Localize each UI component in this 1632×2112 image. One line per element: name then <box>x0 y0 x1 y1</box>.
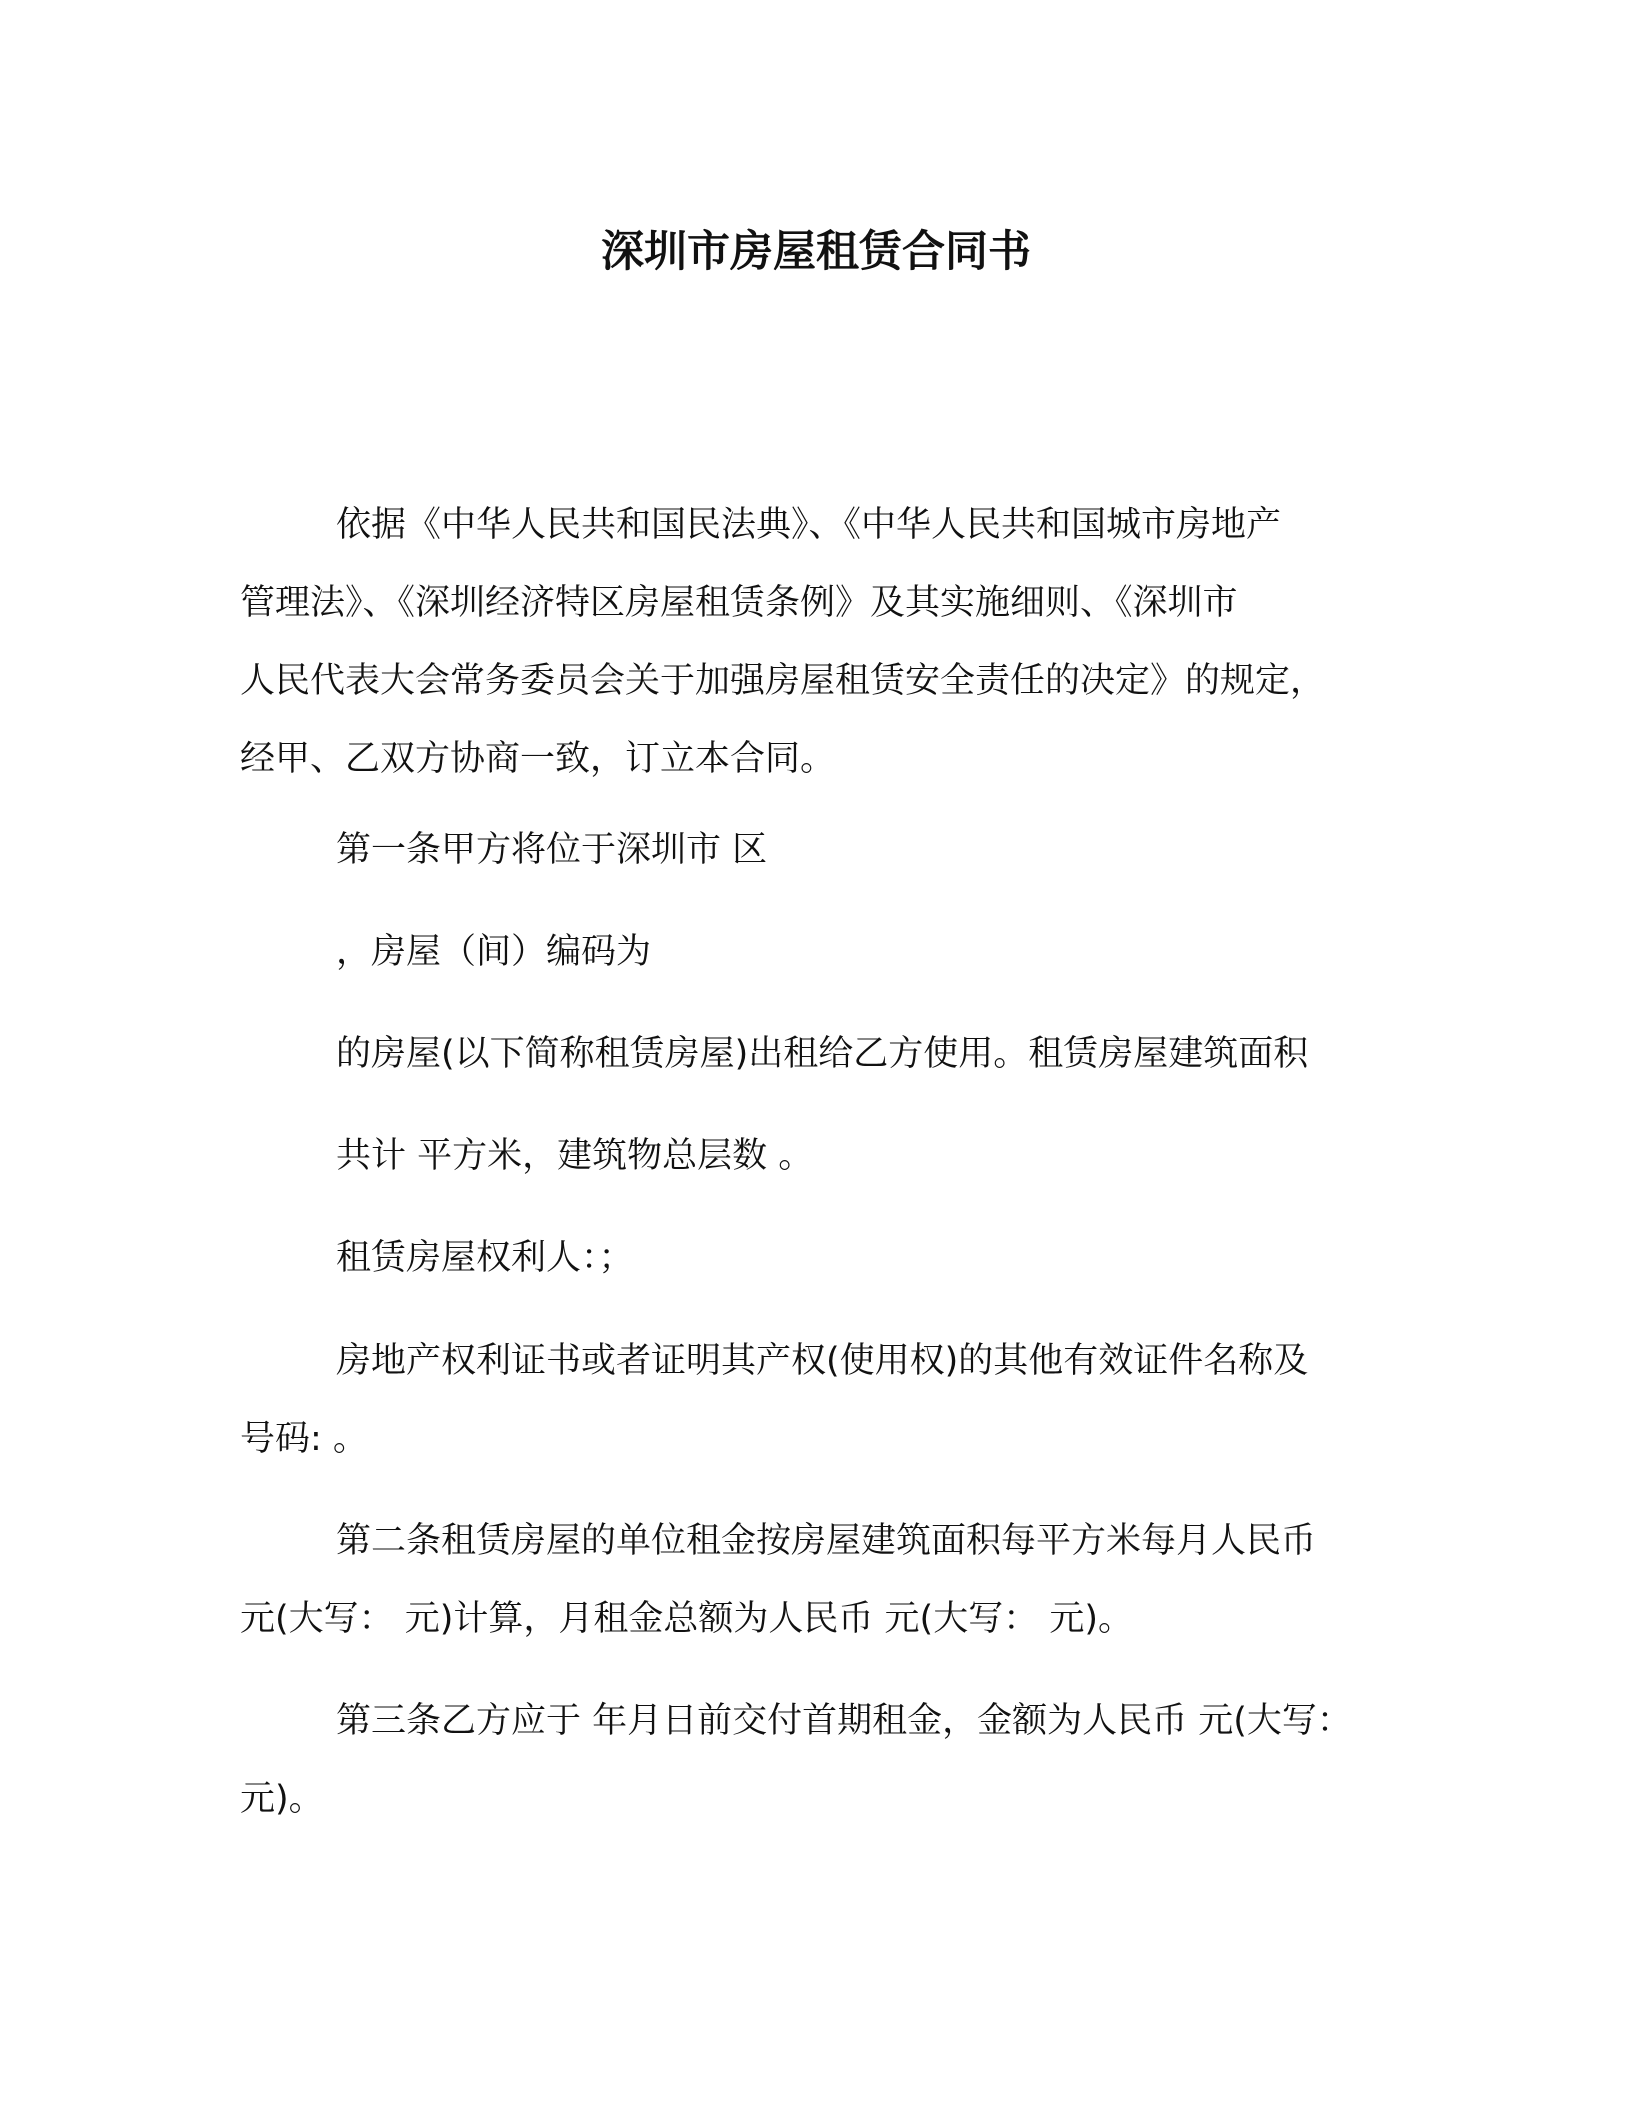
article-2-line-2: 元(大写： 元)计算，月租金总额为人民币 元(大写： 元)。 <box>240 1599 1133 1639</box>
certificate-line-2: 号码: 。 <box>240 1419 368 1459</box>
article-1-area: 共计 平方米，建筑物总层数 。 <box>336 1136 814 1176</box>
certificate-line-1: 房地产权利证书或者证明其产权(使用权)的其他有效证件名称及 <box>336 1341 1309 1381</box>
article-2-line-1: 第二条租赁房屋的单位租金按房屋建筑面积每平方米每月人民币 <box>336 1521 1317 1561</box>
article-3-line-2: 元)。 <box>240 1779 324 1819</box>
article-1-house-code: ，房屋（间）编码为 <box>336 932 652 972</box>
article-3-paragraph <box>240 1682 1352 1838</box>
preamble-paragraph <box>240 486 1325 798</box>
article-1-location: 第一条甲方将位于深圳市 区 <box>336 830 768 870</box>
article-1-lease-use: 的房屋(以下简称租赁房屋)出租给乙方使用。租赁房屋建筑面积 <box>336 1034 1309 1074</box>
article-3-line-1: 第三条乙方应于 年月日前交付首期租金，金额为人民币 元(大写： <box>336 1701 1352 1741</box>
preamble-line-2: 管理法》、《深圳经济特区房屋租赁条例》及其实施细则、《深圳市 <box>240 583 1238 623</box>
certificate-paragraph <box>240 1322 1308 1478</box>
preamble-line-4: 经甲、乙双方协商一致，订立本合同。 <box>240 739 836 779</box>
article-1-owner: 租赁房屋权利人：； <box>336 1238 634 1278</box>
preamble-line-3: 人民代表大会常务委员会关于加强房屋租赁安全责任的决定》的规定， <box>240 661 1326 701</box>
preamble-line-1: 依据《中华人民共和国民法典》、《中华人民共和国城市房地产 <box>336 505 1282 545</box>
article-2-paragraph <box>240 1502 1316 1658</box>
document-title: 深圳市房屋租赁合同书 <box>601 227 1031 277</box>
